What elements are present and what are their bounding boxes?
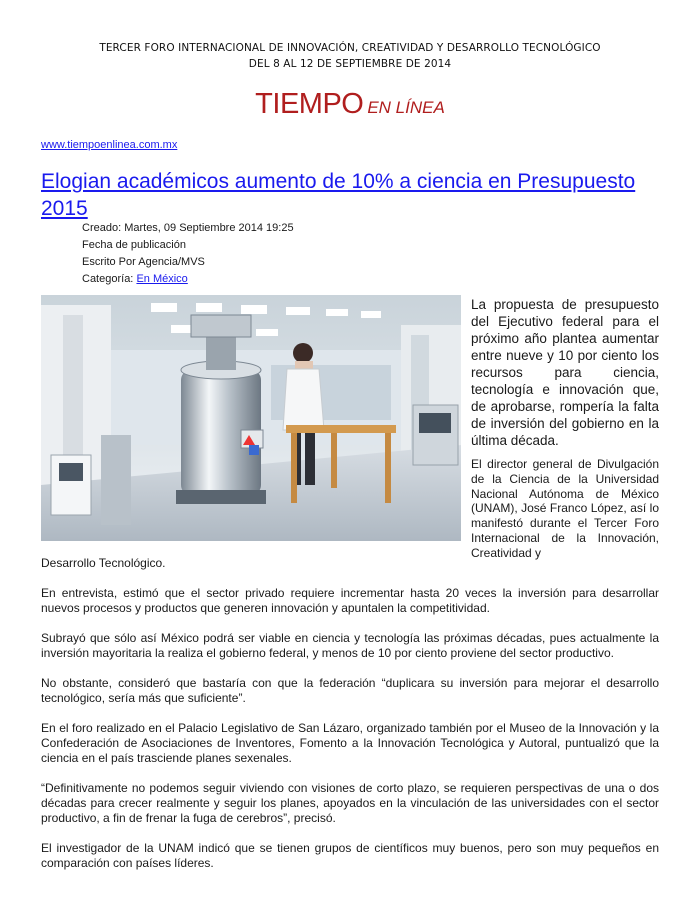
body-paragraph: Subrayó que sólo así México podrá ser viable en ciencia y tecnología las próximas décadas, pues actualmente la inversión mayoritaria la realiza el gobierno federal, y menos de 10 por ciento proviene del sector productivo. — [41, 631, 659, 660]
side-column — [471, 296, 659, 561]
brand-logo — [0, 88, 700, 121]
created-date: Creado: Martes, 09 Septiembre 2014 19:25 — [82, 222, 294, 234]
category-label: Categoría: — [82, 273, 134, 285]
side-paragraph-continuation: Desarrollo Tecnológico. — [41, 556, 166, 570]
laboratory-photo-image — [41, 295, 461, 541]
side-paragraph: El director general de Divulgación de la Ciencia de la Universidad Nacional Autónoma de México (UNAM), José Franco López, así lo manifestó durante el Tercer Foro Internacional de la Innovación, Creatividad y — [471, 457, 659, 560]
publication-date-label: Fecha de publicación — [82, 239, 186, 251]
body-paragraph: No obstante, consideró que bastaría con que la federación “duplicara su inversión para mejorar el desarrollo tecnológico, sería más que suficiente”. — [41, 676, 659, 705]
body-paragraph: En entrevista, estimó que el sector privado requiere incrementar hasta 20 veces la inversión para desarrollar nuevos procesos y productos que generen innovación y apuntalen la competitividad. — [41, 586, 659, 615]
brand-name: TIEMPO — [255, 88, 364, 120]
brand-tagline: EN LÍNEA — [367, 98, 445, 117]
forum-header-line-1: TERCER FORO INTERNACIONAL DE INNOVACIÓN, CREATIVIDAD Y DESARROLLO TECNOLÓGICO — [99, 42, 601, 54]
forum-header-line-2: DEL 8 AL 12 DE SEPTIEMBRE DE 2014 — [248, 58, 452, 70]
lead-paragraph: La propuesta de presupuesto del Ejecutivo federal para el próximo año plantea aumentar entre nueve y 10 por ciento los recursos para ciencia, tecnología e innovación que, de aprobarse, rompería la falta de inversión del gobierno en la última década. — [471, 297, 659, 448]
body-paragraph: “Definitivamente no podemos seguir viviendo con visiones de corto plazo, se requieren perspectivas de una o dos décadas para crecer realmente y seguir los planes, apoyados en la vinculación de las universidades con el sector productivo, a fin de frenar la fuga de cerebros”, precisó. — [41, 781, 659, 825]
article-headline[interactable]: Elogian académicos aumento de 10% a ciencia en Presupuesto 2015 — [41, 170, 636, 220]
body-paragraph: El investigador de la UNAM indicó que se tienen grupos de científicos muy buenos, pero son muy pequeños en comparación con países líderes. — [41, 841, 659, 870]
site-url-link[interactable]: www.tiempoenlinea.com.mx — [41, 139, 178, 151]
category-link[interactable]: En México — [136, 273, 188, 285]
forum-header — [60, 40, 640, 72]
body-paragraph: En el foro realizado en el Palacio Legislativo de San Lázaro, organizado también por el Museo de la Innovación y la Confederación de Asociaciones de Inventores, Fomento a la Innovación Tecnológica y Autoral, puntualizó que la ciencia en el país trasciende planes sexenales. — [41, 721, 659, 765]
article-body — [41, 586, 659, 886]
article-meta — [82, 220, 294, 288]
author-line: Escrito Por Agencia/MVS — [82, 256, 205, 268]
category-line — [82, 271, 294, 288]
article-photo — [41, 295, 461, 541]
